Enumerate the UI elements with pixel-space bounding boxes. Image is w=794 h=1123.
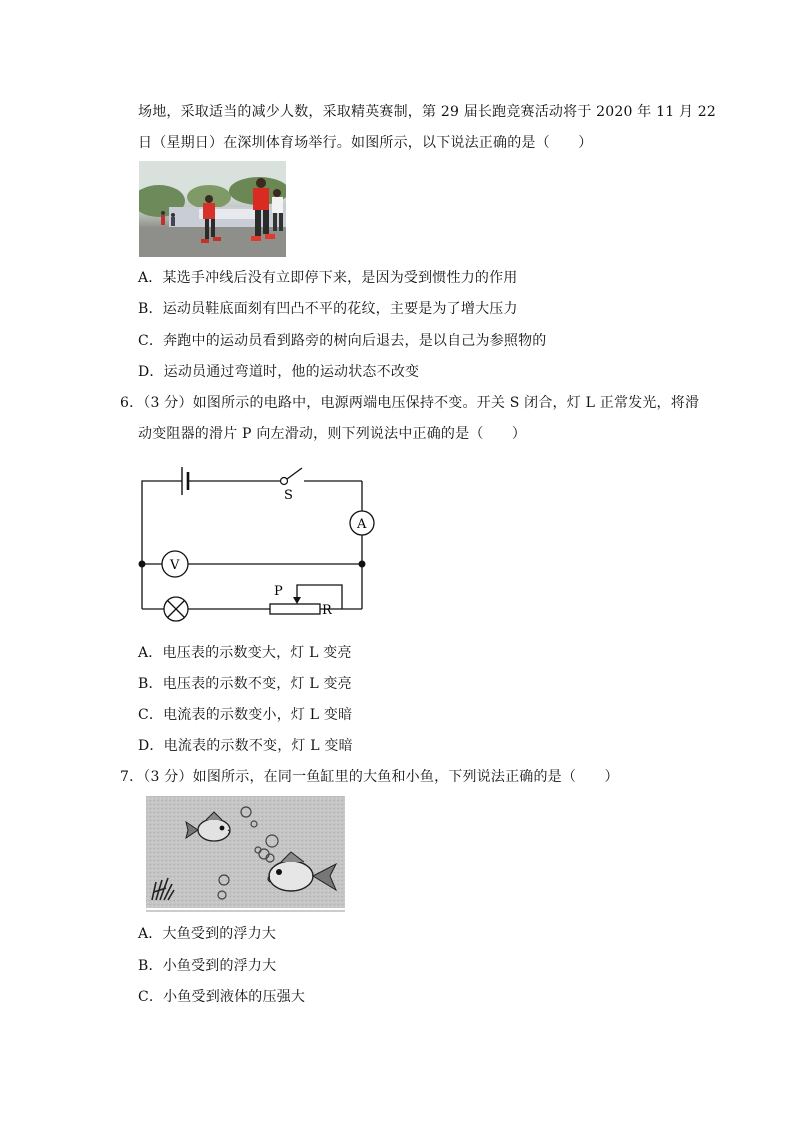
- q6-option-c: C．电流表的示数变小，灯 L 变暗: [138, 707, 353, 723]
- switch-pivot: [281, 478, 288, 485]
- switch-blade: [287, 468, 302, 479]
- q5-option-d: D．运动员通过弯道时，他的运动状态不改变: [138, 364, 420, 380]
- q6-option-b: B．电压表的示数不变，灯 L 变亮: [138, 676, 352, 692]
- runners-photo-drawing: [139, 161, 286, 257]
- lamp-symbol: [164, 597, 188, 621]
- rheostat-resistor: [270, 604, 320, 614]
- q5-option-a: A．某选手冲线后没有立即停下来，是因为受到惯性力的作用: [138, 270, 518, 286]
- q5-option-b: B．运动员鞋底面刻有凹凸不平的花纹，主要是为了增大压力: [138, 301, 518, 317]
- q7-option-b: B．小鱼受到的浮力大: [138, 958, 277, 974]
- junction-left: [139, 561, 146, 568]
- q6-stem-line1: 6．（3 分）如图所示的电路中，电源两端电压保持不变。开关 S 闭合，灯 L 正常发光，将滑: [120, 395, 700, 411]
- q7-option-c: C．小鱼受到液体的压强大: [138, 989, 306, 1005]
- q7-option-a: A．大鱼受到的浮力大: [138, 926, 277, 942]
- switch-label: S: [284, 488, 293, 503]
- slider-label: P: [274, 584, 283, 599]
- junction-right: [359, 561, 366, 568]
- q7-stem-line1: 7．（3 分）如图所示，在同一鱼缸里的大鱼和小鱼，下列说法正确的是（ ）: [120, 769, 619, 785]
- q6-option-a: A．电压表的示数变大，灯 L 变亮: [138, 645, 352, 661]
- q5-option-c: C．奔跑中的运动员看到路旁的树向后退去，是以自己为参照物的: [138, 333, 547, 349]
- slider-arrow: [293, 597, 301, 604]
- q6-option-d: D．电流表的示数不变，灯 L 变暗: [138, 738, 353, 754]
- resistor-label: R: [322, 603, 332, 618]
- q6-stem-line2: 动变阻器的滑片 P 向左滑动，则下列说法中正确的是（ ）: [138, 426, 527, 442]
- fish-tank-photo: [146, 796, 345, 912]
- ammeter-label: A: [357, 517, 367, 532]
- runners-photo: [139, 161, 286, 257]
- voltmeter-label: V: [170, 558, 180, 573]
- q5-stem-line2: 日（星期日）在深圳体育场举行。如图所示，以下说法正确的是（ ）: [138, 135, 593, 151]
- circuit-diagram: [120, 455, 390, 625]
- q5-stem-line1: 场地，采取适当的减少人数，采取精英赛制，第 29 届长跑竞赛活动将于 2020 年 11 月 22: [138, 104, 717, 120]
